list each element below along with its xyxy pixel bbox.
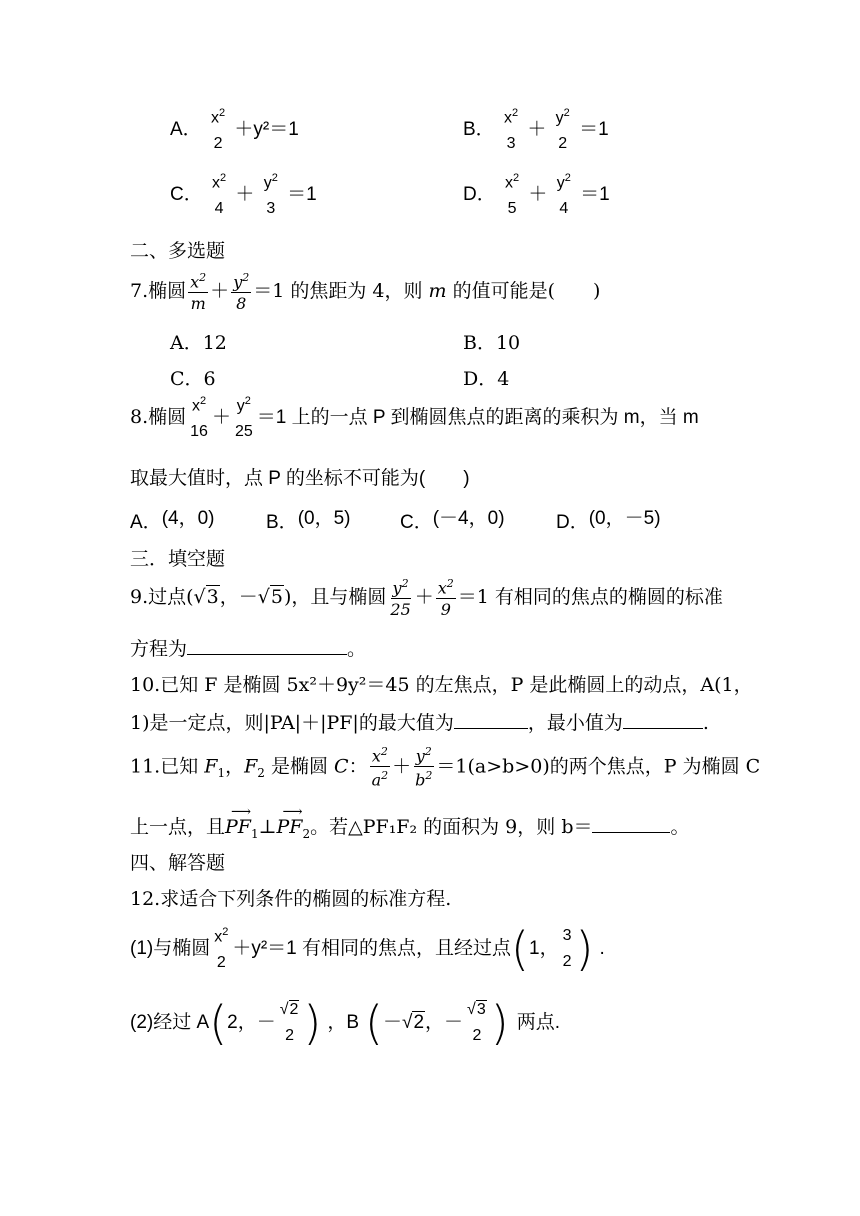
q7-option-d[interactable]: D．4 [463, 368, 510, 390]
answer-blank-min[interactable] [623, 728, 703, 729]
section-heading: 二、多选题 [130, 240, 226, 262]
answer-blank-max[interactable] [454, 728, 528, 729]
fraction: $y^2$ 2 [555, 107, 570, 153]
q7-option-c[interactable]: C．6 [170, 368, 216, 390]
q6-option-c[interactable]: C． $x^2$ 4 ＋ $y^2$ 3 ＝1 [170, 172, 317, 218]
q6-option-d[interactable]: D． $x^2$ 5 ＋ $y^2$ 4 ＝1 [463, 172, 610, 218]
question-9-line2: 方程为 。 [130, 638, 367, 660]
q6-option-b[interactable]: B． $x^2$ 3 ＋ $y^2$ 2 ＝1 [463, 107, 609, 153]
q8-option-d[interactable]: D．(0，－5) [556, 508, 661, 533]
fraction: $x^2$ 4 [212, 172, 227, 218]
fraction: $y^2$ 3 [263, 172, 278, 218]
fraction: $x^2$ 5 [505, 172, 520, 218]
question-8: 8.椭圆 $x^2$ 16 ＋ $y^2$ 25 ＝1 上的一点 P 到椭圆焦点的距离的乘积为 m，当 m [130, 395, 699, 441]
q7-option-b[interactable]: B．10 [463, 332, 521, 354]
answer-blank[interactable] [187, 654, 347, 655]
q8-option-a[interactable]: A．(4，0) [130, 508, 215, 533]
q7-option-a[interactable]: A．12 [170, 332, 227, 354]
vector-arrow-icon: ⟶ [231, 804, 252, 820]
answer-blank[interactable] [592, 832, 670, 833]
q8-option-b[interactable]: B．(0，5) [266, 508, 351, 533]
question-11: 11.已知 $F_1$，$F_2$ 是椭圆 C： $\frac{x^2}{a^2}$ ＋ $\frac{y^2}{b^2}$ ＝1(a>b>0)的两个焦点，P 为椭圆 C [130, 745, 761, 790]
section-heading: 四、解答题 [130, 852, 226, 874]
question-7: 7.椭圆 $\frac{x^2}{m}$ ＋ $\frac{y^2}{8}$ ＝1 的焦距为 4，则 m 的值可能是( ) [130, 271, 601, 314]
question-8-line2: 取最大值时，点 P 的坐标不可能为( ) [130, 468, 470, 489]
fraction: $x^2$ 2 [210, 107, 226, 153]
question-11-line2: 上一点，且 ⟶ $PF_1\perp$ ⟶ $PF_2$。若△PF₁F₂ 的面积为 9，则 b＝ 。 [130, 804, 690, 841]
q8-option-c[interactable]: C．(－4，0) [400, 508, 505, 533]
question-12: 12.求适合下列条件的椭圆的标准方程. [130, 888, 452, 910]
question-9: 9.过点(√3，－√5)，且与椭圆 $\frac{y^2}{25}$ ＋ $\frac{x^2}{9}$ ＝1 有相同的焦点的椭圆的标准 [130, 577, 723, 620]
fraction: $y^2$ 4 [556, 172, 571, 218]
question-12-part-2: (2)经过 A(2，－ √2 2 ) ，B (－√2，－ √3 2 ) 两点. [130, 996, 560, 1050]
section-heading: 三．填空题 [130, 548, 226, 570]
question-10: 10.已知 F 是椭圆 5x²＋9y²＝45 的左焦点，P 是此椭圆上的动点，A(1， [130, 674, 753, 696]
vector-arrow-icon: ⟶ [282, 804, 303, 820]
fraction: $x^2$ 3 [503, 107, 519, 153]
q6-option-a[interactable]: A． $x^2$ 2 ＋y²＝1 [170, 107, 299, 153]
question-12-part-1: (1)与椭圆 $x^2$ 2 ＋y²＝1 有相同的焦点，且经过点(1， 3 2 ) . [130, 922, 605, 976]
question-10-line2: 1)是一定点，则|PA|＋|PF|的最大值为 ，最小值为 . [130, 712, 709, 734]
